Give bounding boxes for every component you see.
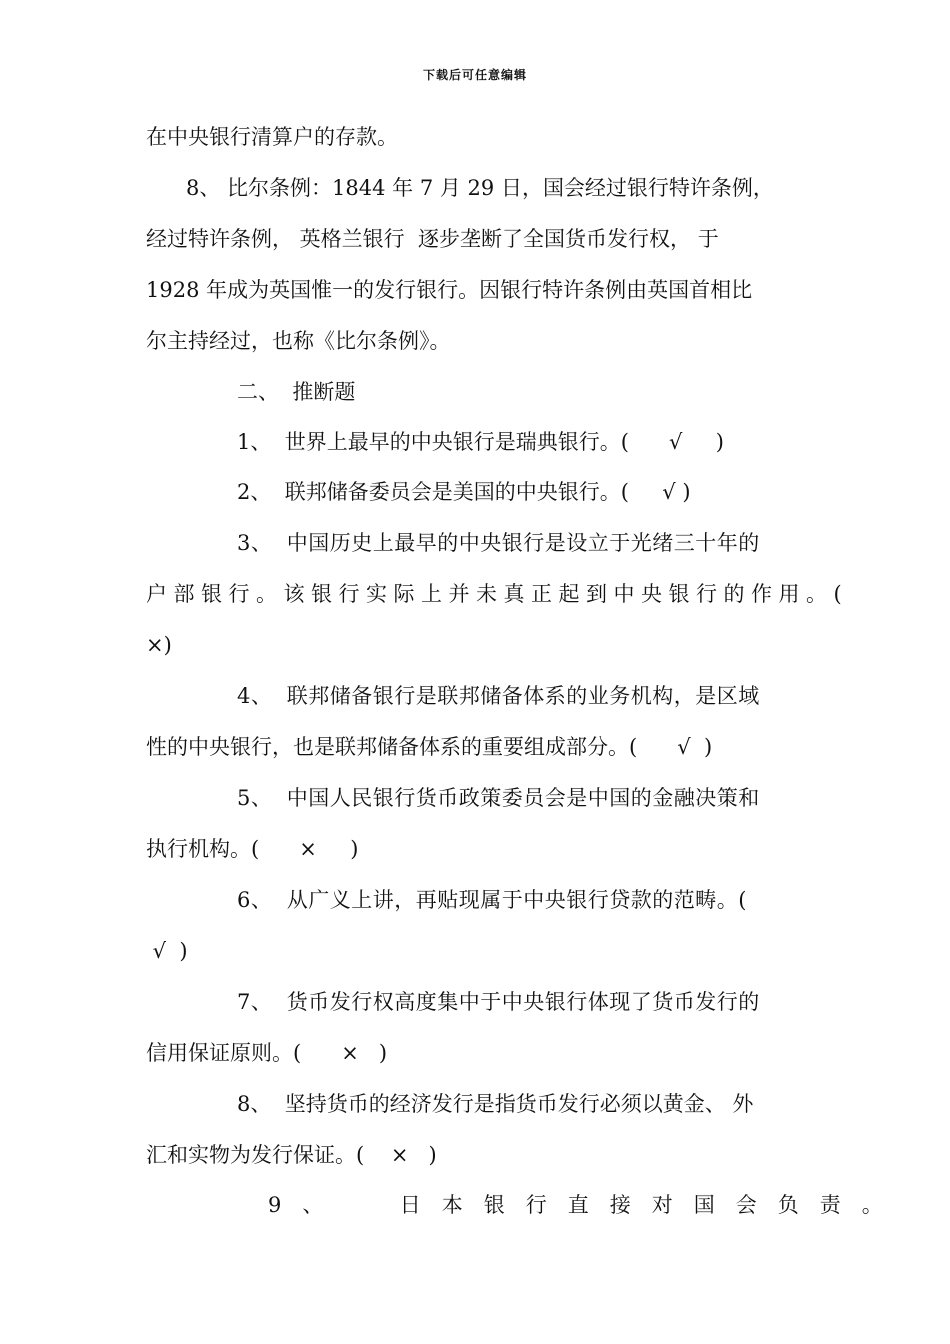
question-1: 1、 世界上最早的中央银行是瑞典银行。( √ ) [237, 430, 724, 454]
question-7-continued: 信用保证原则。( × ) [146, 1041, 388, 1065]
question-3-continued: 户部银行。该银行实际上并未真正起到中央银行的作用。( [146, 582, 849, 606]
question-9: 9、 日本银行直接对国会负责。 [268, 1193, 904, 1217]
question-2: 2、 联邦储备委员会是美国的中央银行。( √ ) [237, 480, 691, 504]
question-3-answer: ×) [146, 633, 172, 657]
section-heading: 二、 推断题 [237, 380, 356, 404]
question-7: 7、 货币发行权高度集中于中央银行体现了货币发行的 [237, 990, 760, 1014]
question-6-answer: √ ) [146, 939, 188, 963]
text-line: 尔主持经过，也称《比尔条例》。 [146, 329, 451, 353]
text-line: 经过特许条例， 英格兰银行 逐步垄断了全国货币发行权， 于 [146, 227, 719, 251]
text-line: 8、 比尔条例：1844 年 7 月 29 日，国会经过银行特许条例， [186, 176, 774, 200]
question-5-continued: 执行机构。( × ) [146, 837, 359, 861]
page-header: 下载后可任意编辑 [422, 68, 527, 82]
question-6: 6、 从广义上讲，再贴现属于中央银行贷款的范畴。( [237, 888, 747, 912]
question-4-continued: 性的中央银行，也是联邦储备体系的重要组成部分。( √ ) [146, 735, 713, 759]
question-3: 3、 中国历史上最早的中央银行是设立于光绪三十年的 [237, 531, 760, 555]
question-8: 8、 坚持货币的经济发行是指货币发行必须以黄金、 外 [237, 1092, 754, 1116]
text-line: 1928 年成为英国惟一的发行银行。因银行特许条例由英国首相比 [146, 278, 753, 302]
question-4: 4、 联邦储备银行是联邦储备体系的业务机构，是区域 [237, 684, 760, 708]
question-8-continued: 汇和实物为发行保证。( × ) [146, 1143, 437, 1167]
question-5: 5、 中国人民银行货币政策委员会是中国的金融决策和 [237, 786, 760, 810]
text-line: 在中央银行清算户的存款。 [146, 125, 398, 149]
